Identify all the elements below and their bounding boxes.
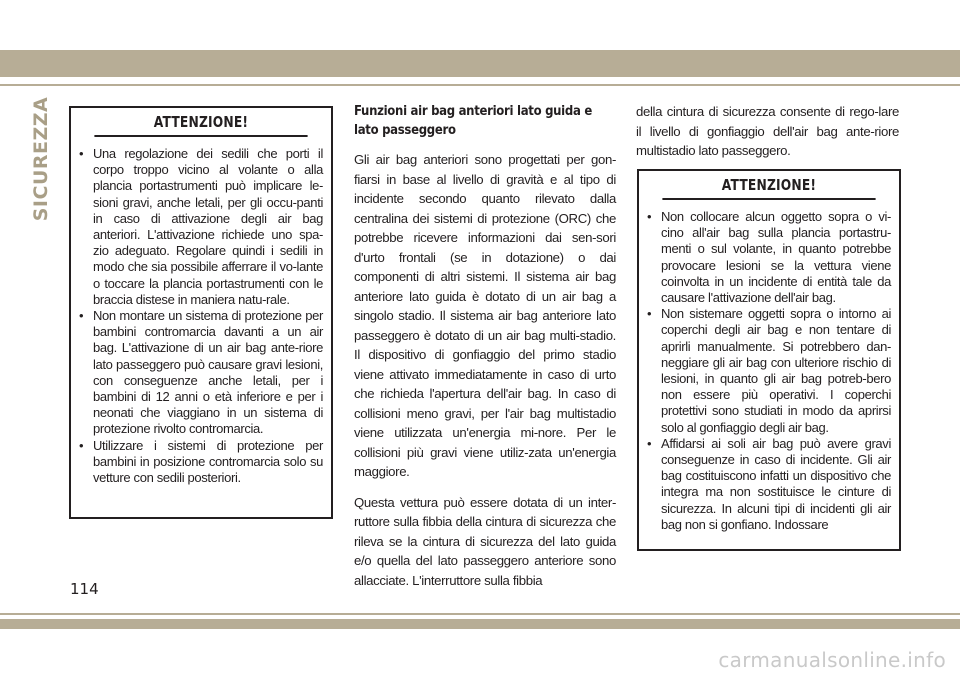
- warning-box-left: [69, 106, 333, 519]
- warning-item: • Affidarsi ai soli air bag può avere gravi conseguenze in caso di incidente. Gli air bag costituiscono infatti un dispositivo che integra ma non sostituisce le cinture di sicurezza. In alcuni tipi di incidenti gli air bag non si gonfiano. Indossare: [647, 436, 891, 533]
- warning-item: • Non collocare alcun oggetto sopra o vi-cino all'air bag sulla plancia portastru-menti o sul volante, in quanto potrebbe provocare lesioni se la vettura viene coinvolta in un incidente di entità tale da causare l'attivazione dell'air bag.: [647, 209, 891, 306]
- middle-column: [354, 102, 616, 601]
- section-heading: Funzioni air bag anteriori lato guida e lato passeggero: [354, 104, 592, 138]
- warning-list-left: [71, 137, 331, 486]
- body-paragraph: Gli air bag anteriori sono progettati per gon-fiarsi in base al livello di gravità e al tipo di incidente secondo quanto rilevato dalla centralina dei sistemi di protezione (ORC) che potrebbe ricevere informazioni dai sen-sori d'urto frontali (se in dotazione) o dai componenti di altri sistemi. Il sistema air bag anteriore lato guida è dotato di un air bag a singolo stadio. Il sistema air bag anteriore lato passeggero è dotato di un air bag multi-stadio. Il dispositivo di gonfiaggio del primo stadio viene attivato immediatamente in caso di urto che richieda l'apertura dell'air bag. In caso di collisioni meno gravi, per l'air bag multistadio viene utilizzata un'energia mi-nore. Per le collisioni più gravi viene utiliz-zata un'energia maggiore.: [354, 152, 616, 479]
- warning-item: • Non sistemare oggetti sopra o intorno ai coperchi degli air bag e non tentare di aprirli manualmente. Si potrebbero dan-neggiare gli air bag con ulteriore rischio di lesioni, in quanto gli air bag potreb-bero non essere più operativi. I coperchi protettivi sono studiati in modo da aprirsi solo al gonfiaggio degli air bag.: [647, 306, 891, 436]
- warning-item: • Una regolazione dei sedili che porti il corpo troppo vicino al volante o alla plancia portastrumenti può implicare le-sioni gravi, anche letali, per gli occu-panti in caso di attivazione degli air bag anteriori. L'attivazione richiede uno spa-zio adeguato. Regolare quindi i sedili in modo che sia possibile afferrare il vo-lante o toccare la plancia portastrumenti con le braccia distese in maniera natu-rale.: [79, 146, 323, 308]
- header-rule: [0, 84, 960, 86]
- page-number: 114: [70, 580, 99, 598]
- section-label: [24, 96, 58, 222]
- warning-list-right: [639, 200, 899, 533]
- watermark: carmanualsonline.info: [718, 648, 946, 672]
- warning-title-left: ATTENZIONE!: [94, 108, 307, 137]
- warning-item: • Utilizzare i sistemi di protezione per bambini in posizione contromarcia solo su vetture con sedili posteriori.: [79, 438, 323, 487]
- section-label-text: SICUREZZA: [30, 96, 52, 222]
- intro-paragraph: della cintura di sicurezza consente di rego-lare il livello di gonfiaggio dell'air bag ante-riore multistadio lato passeggero.: [636, 104, 899, 158]
- header-band: [0, 50, 960, 77]
- warning-item: • Non montare un sistema di protezione per bambini contromarcia davanti a un air bag. L'attivazione di un air bag ante-riore lato passeggero può causare gravi lesioni, con conseguenze anche letali, per i bambini di 12 anni o età inferiore e per i neonati che viaggiano in un sistema di protezione rivolto contromarcia.: [79, 308, 323, 438]
- warning-box-right: [637, 169, 901, 551]
- footer-band: [0, 619, 960, 629]
- body-paragraph: Questa vettura può essere dotata di un inter-ruttore sulla fibbia della cintura di sicurezza che rileva se la cintura di sicurezza del lato guida e/o quella del lato passeggero anteriore sono allacciate. L'interruttore sulla fibbia: [354, 494, 616, 588]
- footer-rule: [0, 613, 960, 615]
- warning-title-right: ATTENZIONE!: [662, 171, 875, 200]
- right-column: [636, 102, 899, 172]
